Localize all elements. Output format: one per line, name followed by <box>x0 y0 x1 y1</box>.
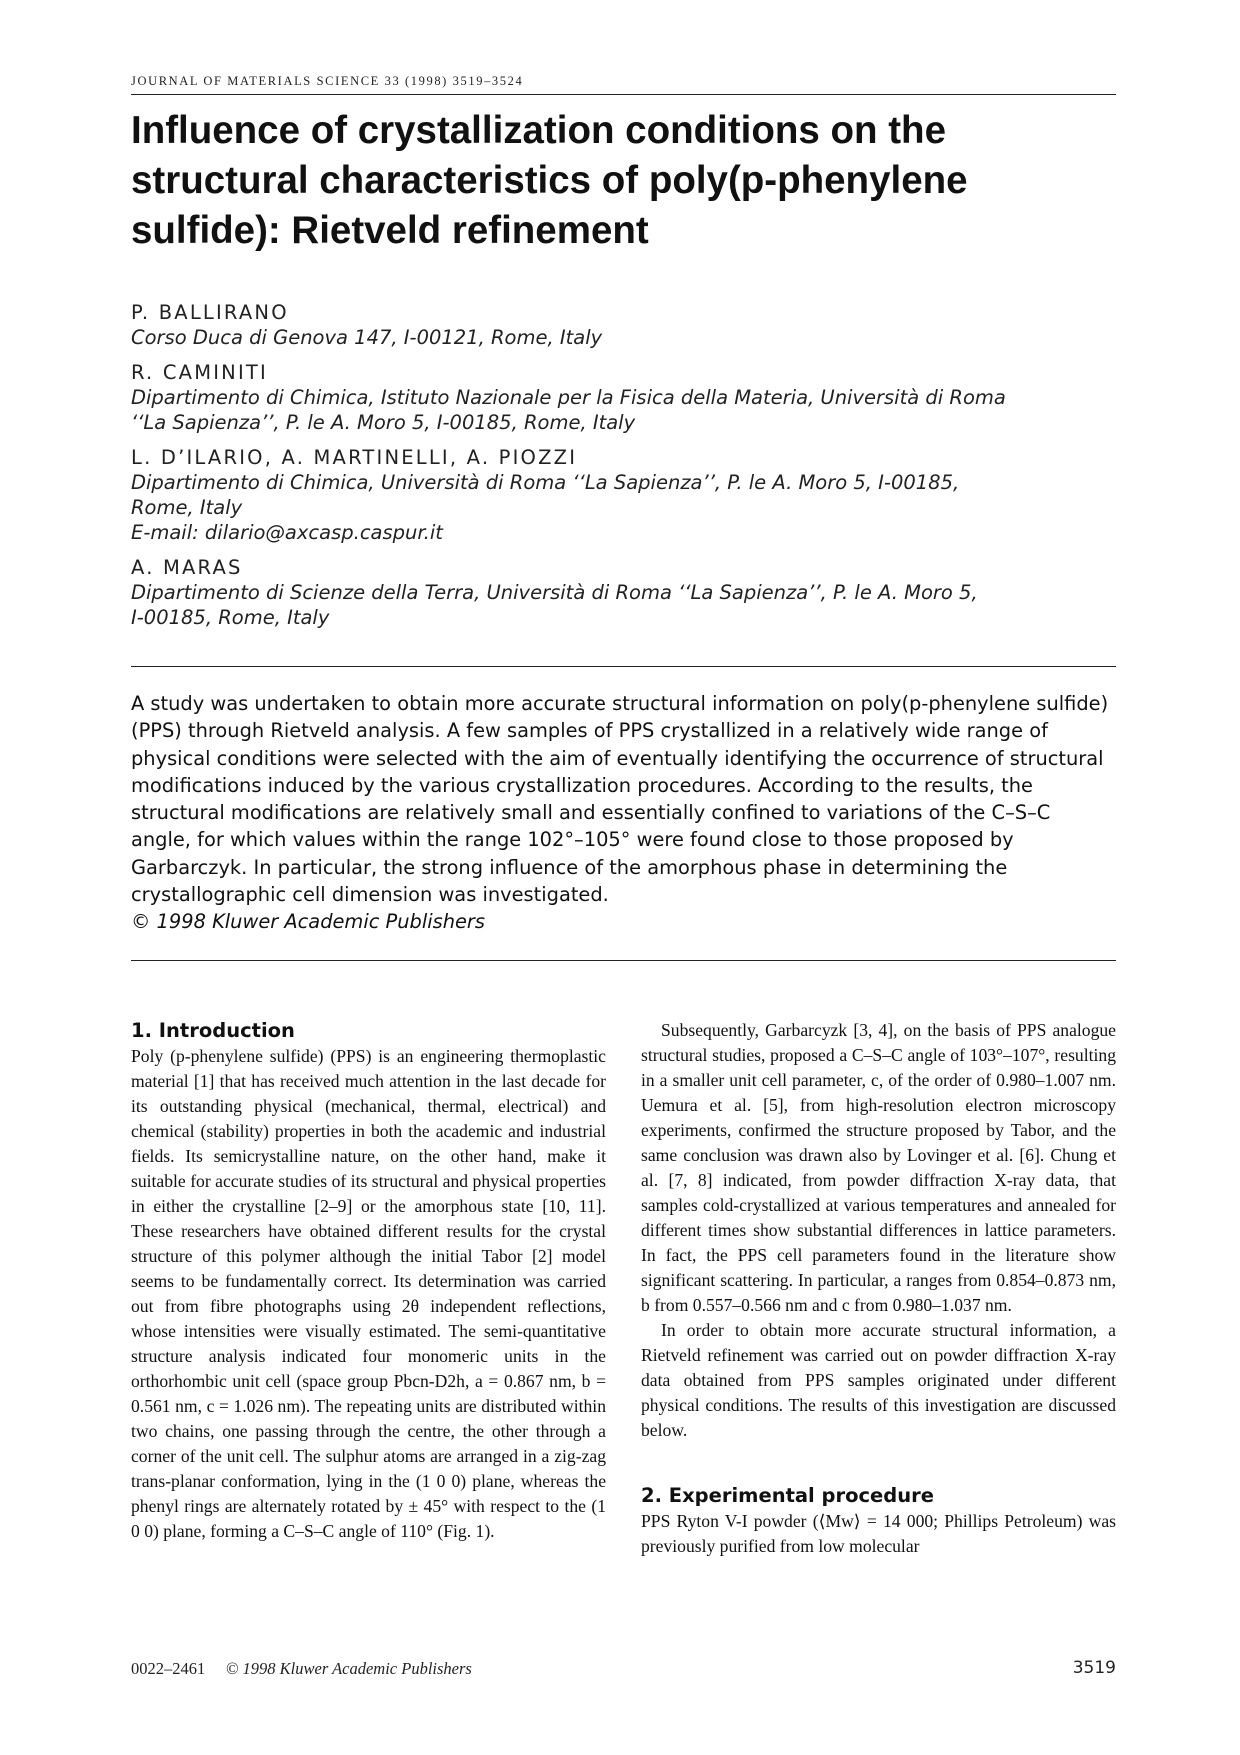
abstract-bottom-rule <box>131 960 1116 961</box>
author-affiliation: Rome, Italy <box>131 496 243 519</box>
author-block <box>131 555 1116 630</box>
left-column <box>131 1018 606 1544</box>
footer-publisher: © 1998 Kluwer Academic Publishers <box>225 1659 472 1678</box>
author-name: L. D’ILARIO, A. MARTINELLI, A. PIOZZI <box>131 446 578 469</box>
page-number: 3519 <box>1072 1658 1116 1678</box>
section-heading: 1. Introduction <box>131 1019 295 1042</box>
author-block <box>131 300 1116 350</box>
body-paragraph: Subsequently, Garbarcyzk [3, 4], on the basis of PPS analogue structural studies, proposed a C–S–C angle of 103°–107°, resulting in a smaller unit cell parameter, c, of the order of 0.980–1.007 nm. Uemura et al. [5], from high-resolution electron microscopy experiments, confirmed the structure proposed by Tabor, and the same conclusion was drawn also by Lovinger et al. [6]. Chung et al. [7, 8] indicated, from powder diffraction X-ray data, that samples cold-crystallized at various temperatures and annealed for different times show substantial differences in lattice parameters. In fact, the PPS cell parameters found in the literature show significant scattering. In particular, a ranges from 0.854–0.873 nm, b from 0.557–0.566 nm and c from 0.980–1.037 nm. <box>641 1020 1116 1315</box>
body-paragraph: Poly (p-phenylene sulfide) (PPS) is an engineering thermoplastic material [1] that has received much attention in the last decade for its outstanding physical (mechanical, thermal, electrical) and chemical (stability) properties in both the academic and industrial fields. Its semicrystalline nature, on the other hand, make it suitable for accurate studies of its structural and physical properties in either the crystalline [2–9] or the amorphous state [10, 11]. These researchers have obtained different results for the crystal structure of this polymer although the initial Tabor [2] model seems to be fundamentally correct. Its determination was carried out from fibre photographs using 2θ independent reflections, whose intensities were visually estimated. The semi-quantitative structure analysis indicated four monomeric units in the orthorhombic unit cell (space group Pbcn-D2h, a = 0.867 nm, b = 0.561 nm, c = 1.026 nm). The repeating units are distributed within two chains, one passing through the centre, the other through a corner of the unit cell. The sulphur atoms are arranged in a zig-zag trans-planar conformation, lying in the (1 0 0) plane, whereas the phenyl rings are alternately rotated by ± 45° with respect to the (1 0 0) plane, forming a C–S–C angle of 110° (Fig. 1). <box>131 1046 606 1541</box>
section-gap <box>641 1443 1116 1483</box>
abstract-copyright: © 1998 Kluwer Academic Publishers <box>131 910 485 934</box>
title-line-2: structural characteristics of poly(p-phenylene <box>131 159 968 202</box>
author-block <box>131 445 1116 545</box>
paper-title <box>131 106 1116 256</box>
footer-left <box>131 1659 472 1679</box>
author-affiliation: Corso Duca di Genova 147, I-00121, Rome, Italy <box>131 326 603 349</box>
author-affiliation: Dipartimento di Scienze della Terra, Università di Roma ‘‘La Sapienza’’, P. le A. Moro 5, <box>131 581 978 604</box>
body-paragraph: In order to obtain more accurate structural information, a Rietveld refinement was carried out on powder diffraction X-ray data obtained from PPS samples originated under different physical conditions. The results of this investigation are discussed below. <box>641 1320 1116 1440</box>
author-list <box>131 300 1116 640</box>
author-name: P. BALLIRANO <box>131 301 289 324</box>
author-affiliation: Dipartimento di Chimica, Università di Roma ‘‘La Sapienza’’, P. le A. Moro 5, I-00185, <box>131 471 960 494</box>
author-affiliation: Dipartimento di Chimica, Istituto Nazionale per la Fisica della Materia, Università di Roma <box>131 386 1006 409</box>
title-line-1: Influence of crystallization conditions on the <box>131 109 946 152</box>
body-paragraph: PPS Ryton V-I powder (⟨Mw⟩ = 14 000; Phillips Petroleum) was previously purified from low molecular <box>641 1511 1116 1556</box>
author-block <box>131 360 1116 435</box>
author-name: A. MARAS <box>131 556 243 579</box>
footer-code: 0022–2461 <box>131 1659 206 1678</box>
author-name: R. CAMINITI <box>131 361 268 384</box>
author-email: E-mail: dilario@axcasp.caspur.it <box>131 521 443 544</box>
author-affiliation: I-00185, Rome, Italy <box>131 606 330 629</box>
abstract-text: A study was undertaken to obtain more accurate structural information on poly(p-phenylene sulfide) (PPS) through Rietveld analysis. A few samples of PPS crystallized in a relatively wide range of physical conditions were selected with the aim of eventually identifying the occurrence of structural modifications induced by the various crystallization procedures. According to the results, the structural modifications are relatively small and essentially confined to variations of the C–S–C angle, for which values within the range 102°–105° were found close to those proposed by Garbarczyk. In particular, the strong influence of the amorphous phase in determining the crystallographic cell dimension was investigated. <box>131 692 1109 907</box>
right-column <box>641 1018 1116 1559</box>
abstract <box>131 690 1116 936</box>
title-line-3: sulfide): Rietveld refinement <box>131 209 649 252</box>
journal-header: JOURNAL OF MATERIALS SCIENCE 33 (1998) 3519–3524 <box>131 74 524 88</box>
abstract-top-rule <box>131 666 1116 667</box>
header-rule <box>131 94 1116 95</box>
author-affiliation: ‘‘La Sapienza’’, P. le A. Moro 5, I-00185, Rome, Italy <box>131 411 636 434</box>
section-heading: 2. Experimental procedure <box>641 1484 934 1507</box>
